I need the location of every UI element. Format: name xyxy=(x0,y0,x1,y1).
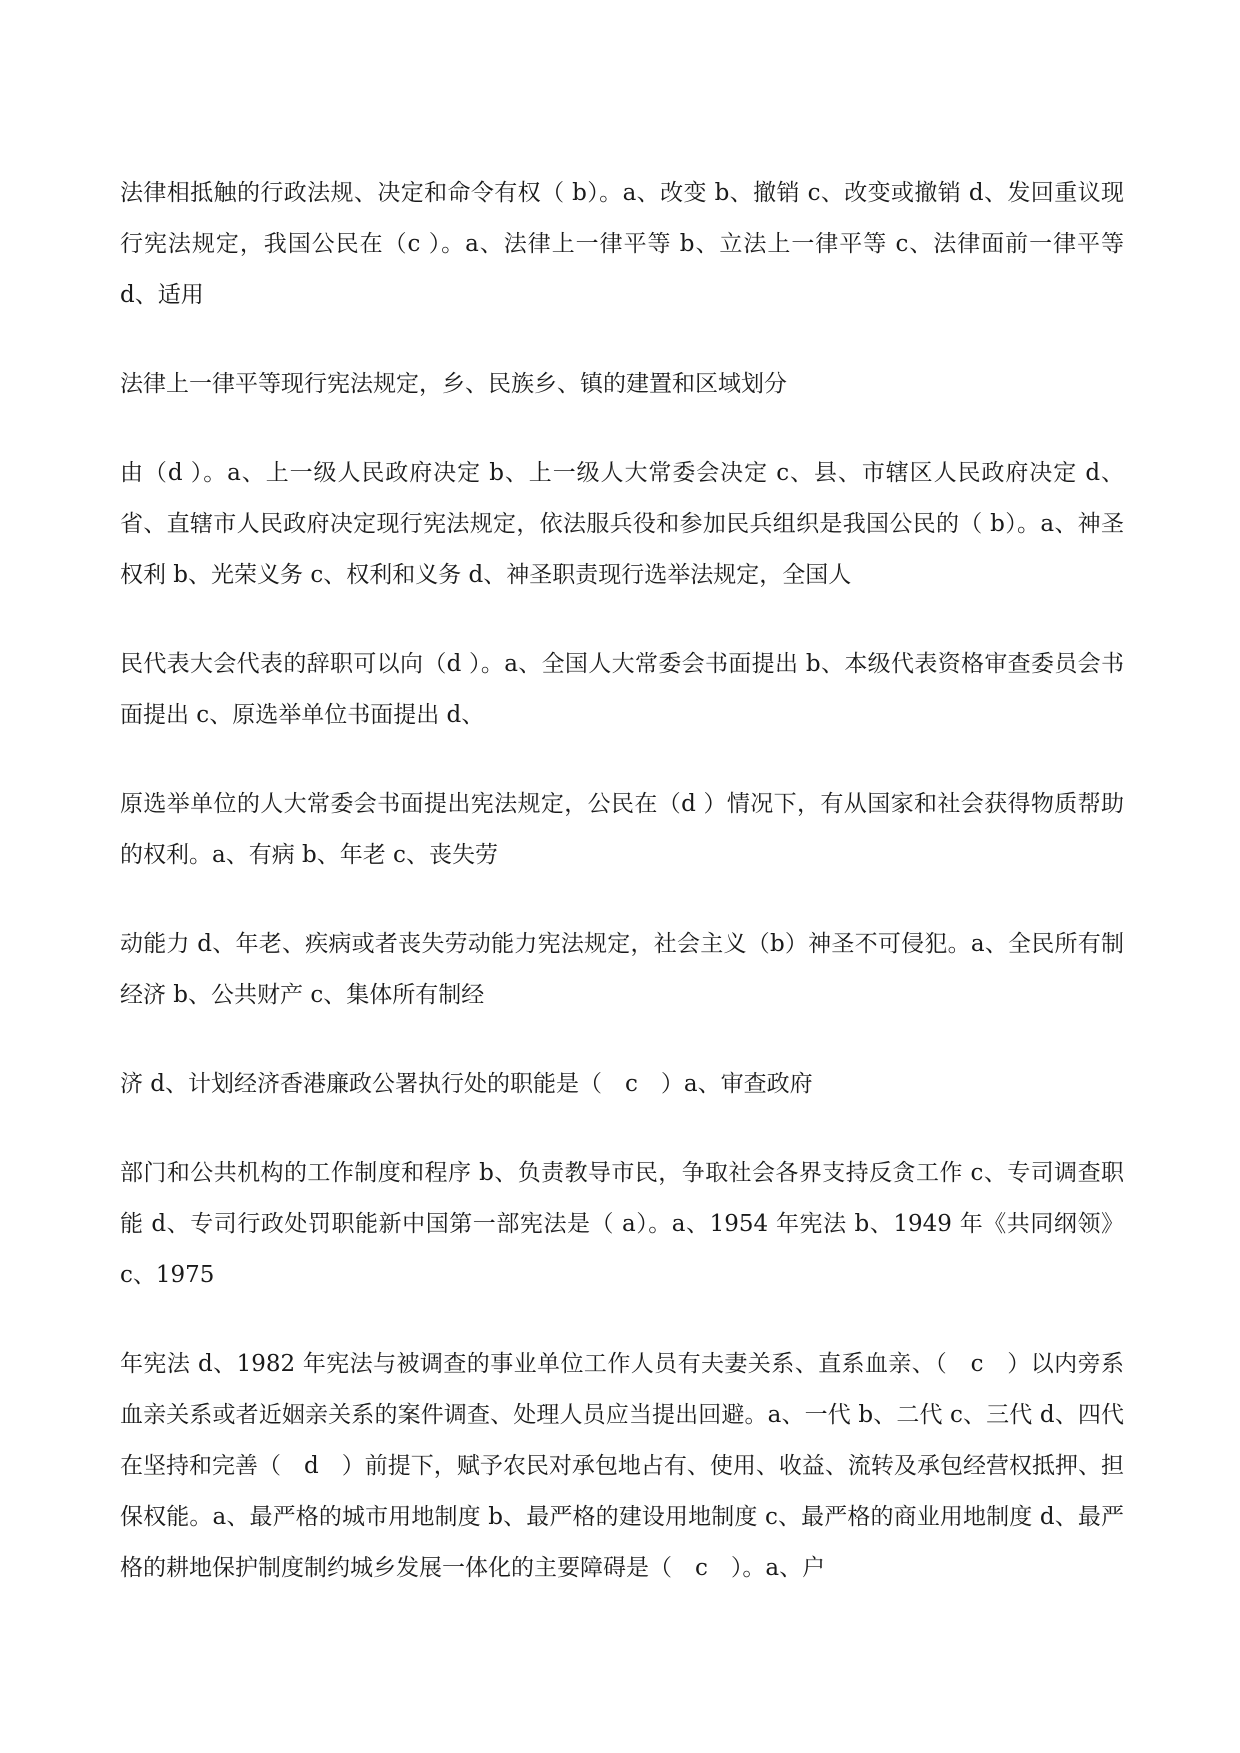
paragraph-3: 由（d ）。a、上一级人民政府决定 b、上一级人大常委会决定 c、县、市辖区人民政府决定 d、省、直辖市人民政府决定现行宪法规定，依法服兵役和参加民兵组织是我国公民的（ b）。a、神圣权利 b、光荣义务 c、权利和义务 d、神圣职责现行选举法规定，全国人 xyxy=(120,460,1124,588)
paragraph-6: 动能力 d、年老、疾病或者丧失劳动能力宪法规定，社会主义（b）神圣不可侵犯。a、全民所有制经济 b、公共财产 c、集体所有制经 xyxy=(120,931,1124,1008)
paragraph-9: 年宪法 d、1982 年宪法与被调查的事业单位工作人员有夫妻关系、直系血亲、（ c ）以内旁系血亲关系或者近姻亲关系的案件调查、处理人员应当提出回避。a、一代 b、二代 c、三代 d、四代在坚持和完善（ d ）前提下，赋予农民对承包地占有、使用、收益、流转及承包经营权抵押、担保权能。a、最严格的城市用地制度 b、最严格的建设用地制度 c、最严格的商业用地制度 d、最严格的耕地保护制度制约城乡发展一体化的主要障碍是（ c ）。a、户 xyxy=(120,1351,1124,1581)
document-page xyxy=(120,168,1124,1594)
paragraph-1: 法律相抵触的行政法规、决定和命令有权（ b）。a、改变 b、撤销 c、改变或撤销 d、发回重议现行宪法规定，我国公民在（c ）。a、法律上一律平等 b、立法上一律平等 c、法律面前一律平等 d、适用 xyxy=(120,180,1124,308)
paragraph-8: 部门和公共机构的工作制度和程序 b、负责教导市民，争取社会各界支持反贪工作 c、专司调查职能 d、专司行政处罚职能新中国第一部宪法是（ a）。a、1954 年宪法 b、1949 年《共同纲领》c、1975 xyxy=(120,1160,1124,1288)
paragraph-7: 济 d、计划经济香港廉政公署执行处的职能是（ c ）a、审查政府 xyxy=(120,1071,813,1097)
paragraph-4: 民代表大会代表的辞职可以向（d ）。a、全国人大常委会书面提出 b、本级代表资格审查委员会书面提出 c、原选举单位书面提出 d、 xyxy=(120,651,1124,728)
paragraph-5: 原选举单位的人大常委会书面提出宪法规定，公民在（d ）情况下，有从国家和社会获得物质帮助的权利。a、有病 b、年老 c、丧失劳 xyxy=(120,791,1124,868)
paragraph-2: 法律上一律平等现行宪法规定，乡、民族乡、镇的建置和区域划分 xyxy=(120,371,787,397)
